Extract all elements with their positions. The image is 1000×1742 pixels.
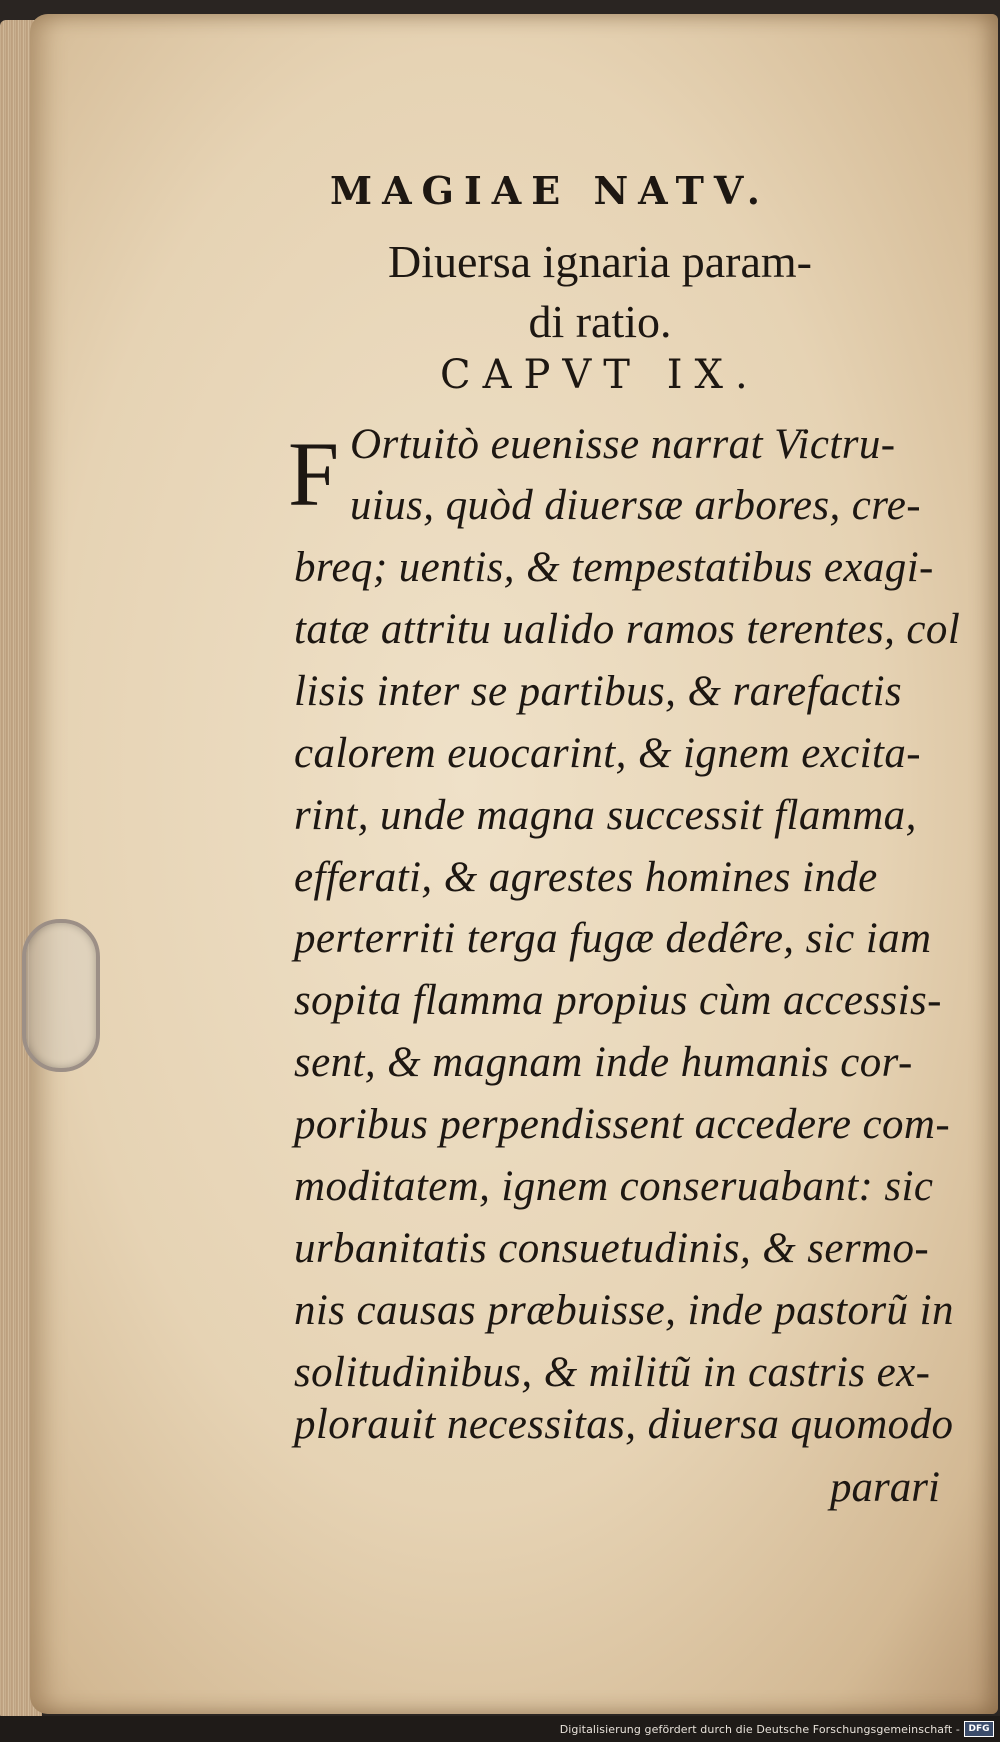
text-line-13: moditatem, ignem conseruabant: sic — [294, 1163, 934, 1210]
text-line-14: urbanitatis consuetudinis, & sermo- — [294, 1225, 930, 1272]
text-line-11: sent, & magnam inde humanis cor- — [294, 1039, 913, 1086]
text-line-2: uius, quòd diuersæ arbores, cre- — [350, 482, 921, 529]
chapter-title-line-1: Diuersa ignaria param- — [387, 236, 813, 287]
running-head: MAGIAE NATV. — [330, 168, 770, 213]
text-line-10: sopita flamma propius cùm accessis- — [294, 977, 942, 1024]
text-line-5: lisis inter se partibus, & rarefactis — [294, 668, 903, 715]
digitization-credit: Digitalisierung gefördert durch die Deutsche Forschungsgemeinschaft - — [559, 1723, 960, 1736]
drop-cap: F — [288, 423, 340, 525]
text-line-17: plorauit necessitas, diuersa quomodo — [294, 1401, 954, 1448]
chapter-title-line-2: di ratio. — [528, 296, 672, 347]
text-line-3: breq; uentis, & tempestatibus exagi- — [294, 544, 934, 591]
text-line-6: calorem euocarint, & ignem excita- — [294, 730, 921, 777]
page-clamp — [22, 919, 100, 1072]
chapter-title — [340, 232, 860, 352]
chapter-number: CAPVT IX. — [440, 352, 760, 398]
text-line-4: tatæ attritu ualido ramos terentes, col — [294, 606, 961, 653]
text-line-15: nis causas præbuisse, inde pastorũ in — [294, 1287, 954, 1334]
text-line-7: rint, unde magna successit flamma, — [294, 792, 917, 839]
catchword: parari — [830, 1464, 940, 1511]
text-line-16: solitudinibus, & militũ in castris ex- — [294, 1349, 931, 1396]
text-line-8: efferati, & agrestes homines inde — [294, 854, 878, 901]
dfg-logo: DFG — [964, 1721, 994, 1737]
text-line-9: perterriti terga fugæ dedêre, sic iam — [294, 915, 932, 962]
text-line-1: Ortuitò euenisse narrat Victru- — [350, 421, 896, 468]
text-line-12: poribus perpendissent accedere com- — [294, 1101, 951, 1148]
